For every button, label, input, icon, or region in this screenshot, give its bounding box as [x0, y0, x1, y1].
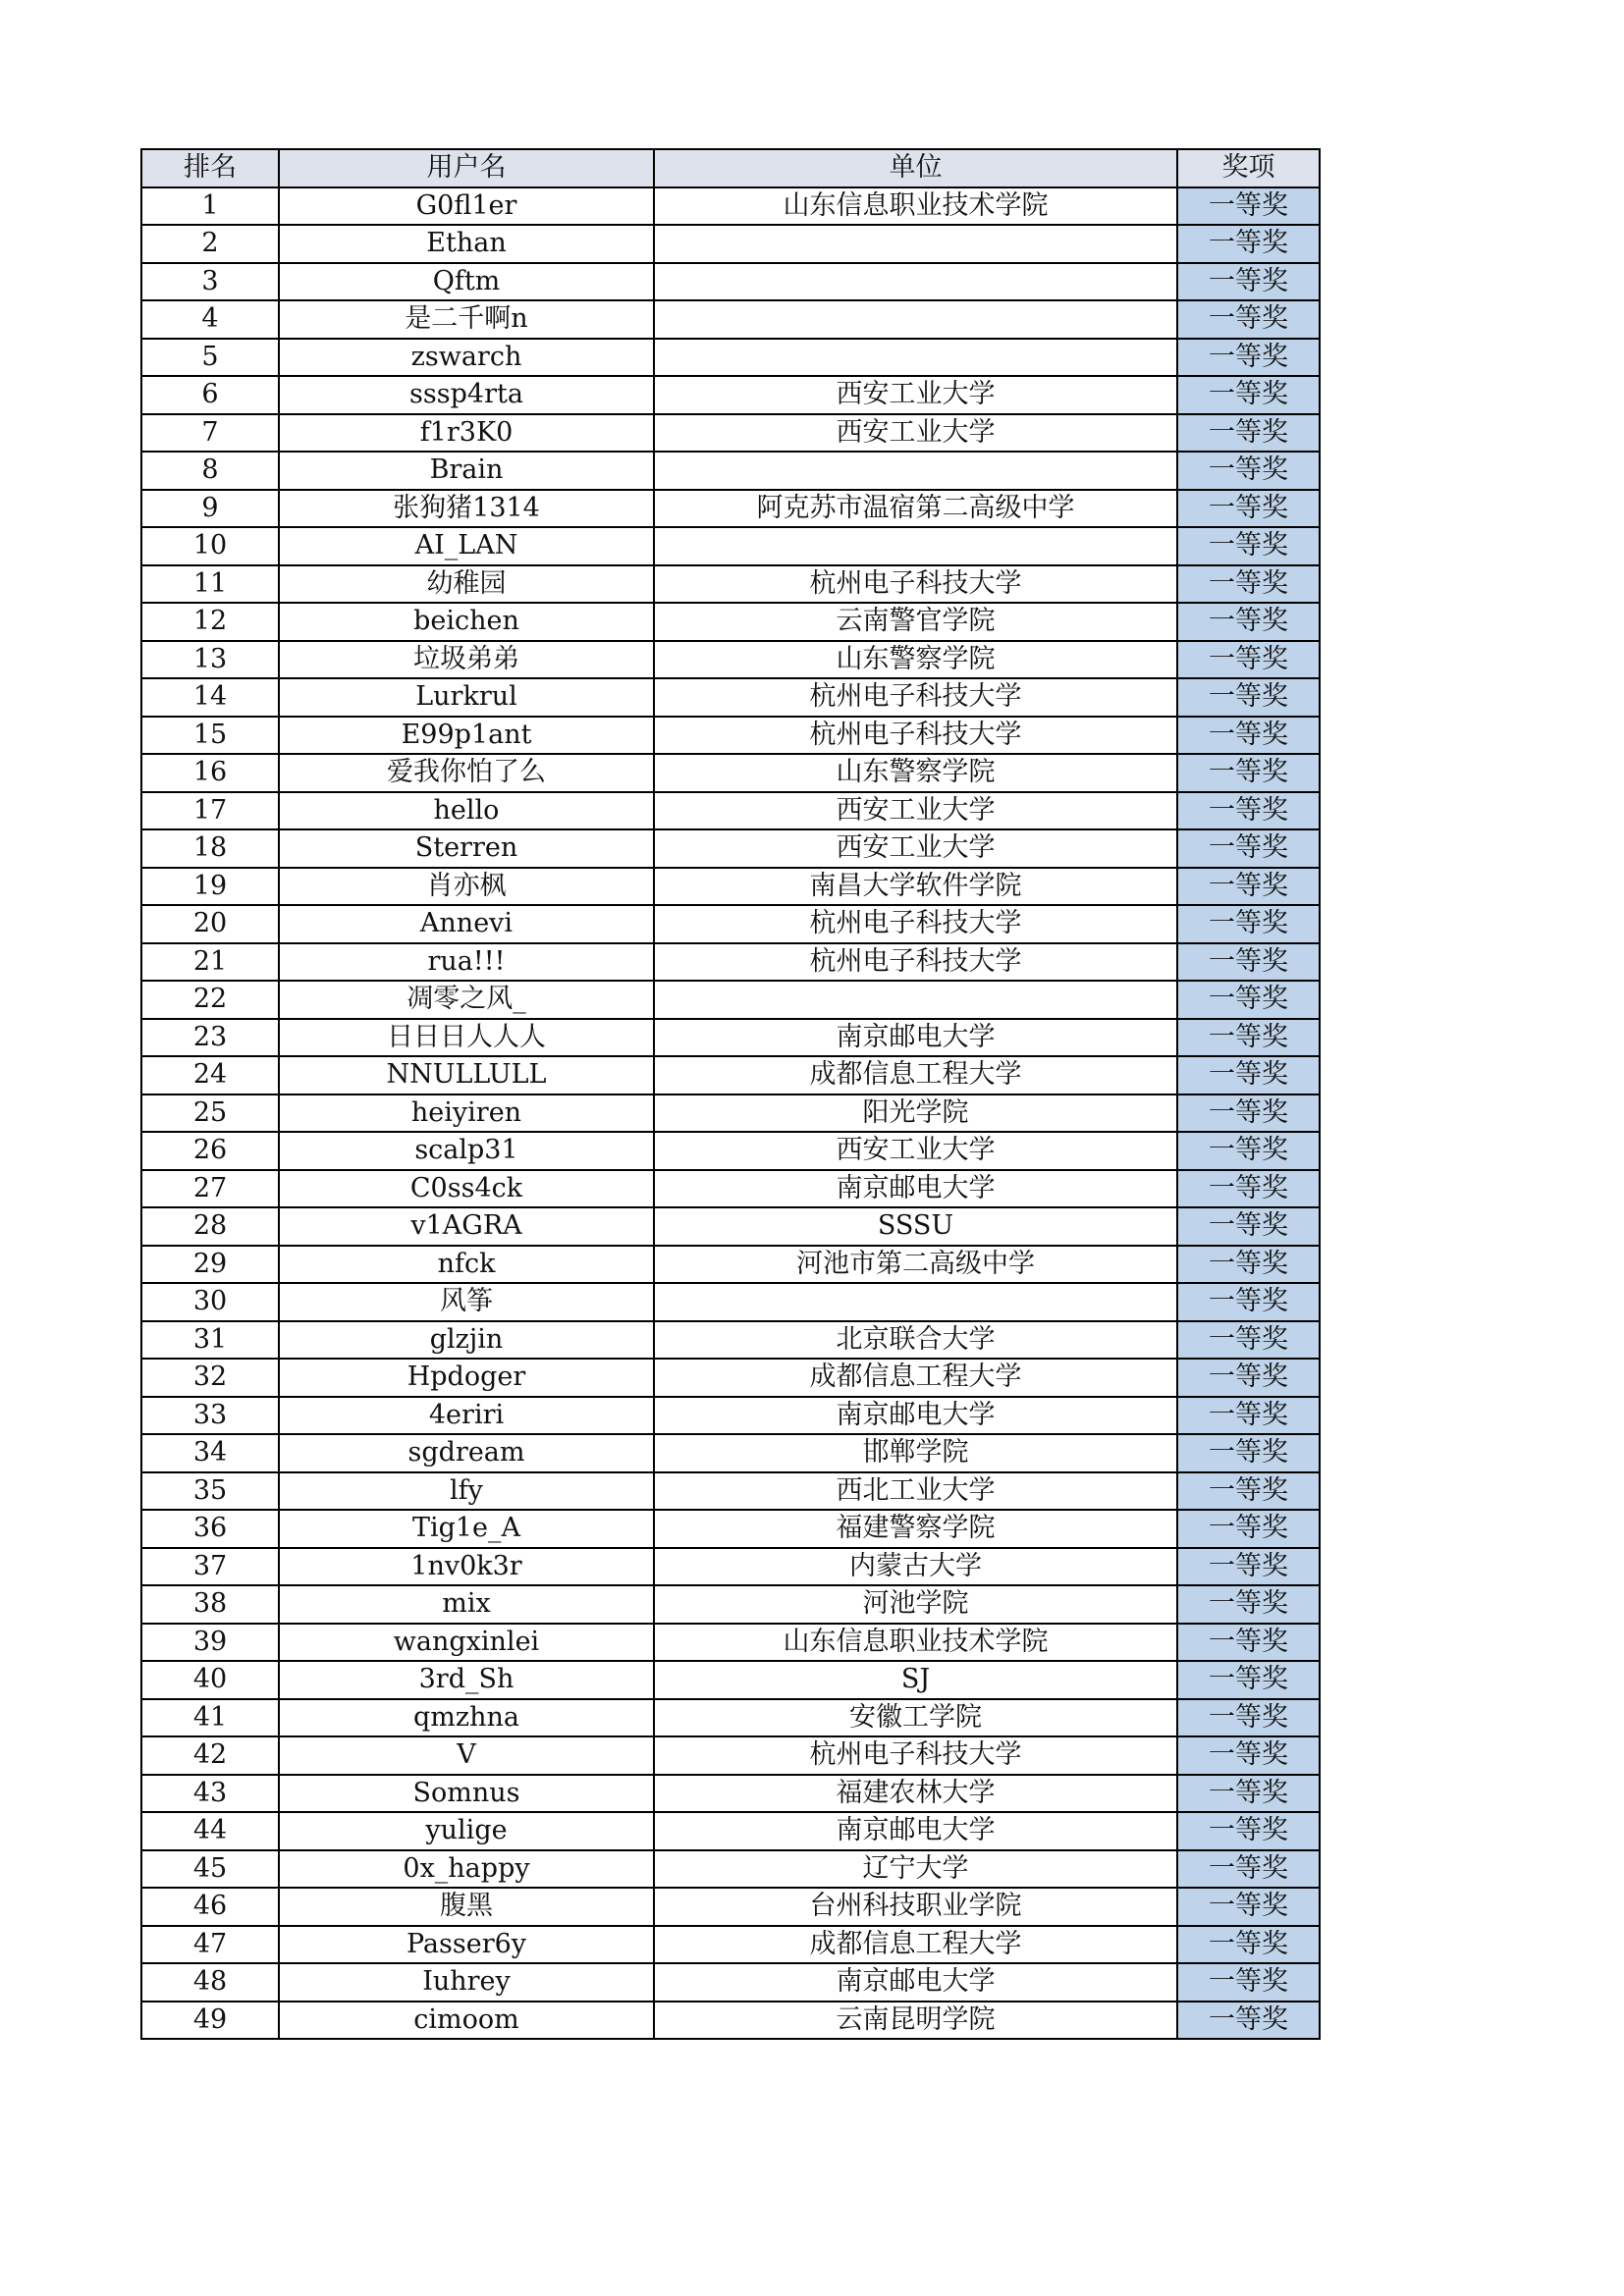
unit-cell: 西安工业大学: [654, 792, 1177, 830]
rank-cell: 47: [141, 1926, 279, 1964]
award-cell: 一等奖: [1177, 792, 1320, 830]
award-cell: 一等奖: [1177, 829, 1320, 868]
award-cell: 一等奖: [1177, 1472, 1320, 1511]
award-cell: 一等奖: [1177, 1510, 1320, 1548]
table-row: [141, 263, 1320, 301]
rank-cell: 25: [141, 1095, 279, 1133]
rank-cell: 9: [141, 490, 279, 528]
username-cell: qmzhna: [279, 1699, 654, 1737]
unit-cell: 杭州电子科技大学: [654, 717, 1177, 755]
award-cell: 一等奖: [1177, 414, 1320, 453]
unit-cell: 河池市第二高级中学: [654, 1246, 1177, 1284]
table-row: [141, 1585, 1320, 1624]
unit-cell: [654, 981, 1177, 1019]
table-row: [141, 678, 1320, 717]
award-cell: 一等奖: [1177, 1888, 1320, 1926]
unit-cell: 南京邮电大学: [654, 1019, 1177, 1057]
rank-cell: 20: [141, 905, 279, 943]
table-row: [141, 1283, 1320, 1321]
rank-cell: 43: [141, 1775, 279, 1813]
award-cell: 一等奖: [1177, 1321, 1320, 1360]
award-cell: 一等奖: [1177, 490, 1320, 528]
rank-cell: 32: [141, 1359, 279, 1397]
unit-cell: [654, 1283, 1177, 1321]
rank-cell: 35: [141, 1472, 279, 1511]
table-row: [141, 829, 1320, 868]
rank-cell: 28: [141, 1207, 279, 1246]
username-cell: wangxinlei: [279, 1624, 654, 1662]
username-cell: zswarch: [279, 339, 654, 377]
award-cell: 一等奖: [1177, 1397, 1320, 1435]
username-cell: 1nv0k3r: [279, 1548, 654, 1586]
table-row: [141, 1548, 1320, 1586]
awards-sheet: [140, 148, 1319, 2040]
unit-cell: 云南警官学院: [654, 603, 1177, 641]
unit-cell: 南昌大学软件学院: [654, 868, 1177, 906]
rank-cell: 18: [141, 829, 279, 868]
table-row: [141, 1699, 1320, 1737]
table-row: [141, 1397, 1320, 1435]
rank-cell: 26: [141, 1132, 279, 1170]
username-cell: 凋零之风_: [279, 981, 654, 1019]
unit-cell: [654, 225, 1177, 263]
username-cell: lfy: [279, 1472, 654, 1511]
rank-cell: 41: [141, 1699, 279, 1737]
username-cell: 腹黑: [279, 1888, 654, 1926]
table-row: [141, 339, 1320, 377]
award-cell: 一等奖: [1177, 981, 1320, 1019]
unit-cell: 杭州电子科技大学: [654, 1736, 1177, 1775]
unit-cell: [654, 452, 1177, 490]
award-cell: 一等奖: [1177, 1207, 1320, 1246]
username-cell: V: [279, 1736, 654, 1775]
rank-cell: 16: [141, 754, 279, 792]
username-cell: Hpdoger: [279, 1359, 654, 1397]
award-cell: 一等奖: [1177, 1926, 1320, 1964]
rank-cell: 31: [141, 1321, 279, 1360]
table-row: [141, 1624, 1320, 1662]
award-cell: 一等奖: [1177, 1095, 1320, 1133]
username-cell: nfck: [279, 1246, 654, 1284]
unit-cell: 云南昆明学院: [654, 2002, 1177, 2040]
username-cell: Tig1e_A: [279, 1510, 654, 1548]
award-cell: 一等奖: [1177, 527, 1320, 565]
table-row: [141, 1661, 1320, 1699]
table-row: [141, 1056, 1320, 1095]
rank-cell: 12: [141, 603, 279, 641]
username-cell: v1AGRA: [279, 1207, 654, 1246]
award-cell: 一等奖: [1177, 300, 1320, 339]
award-cell: 一等奖: [1177, 263, 1320, 301]
rank-cell: 44: [141, 1812, 279, 1850]
username-cell: glzjin: [279, 1321, 654, 1360]
username-cell: Passer6y: [279, 1926, 654, 1964]
rank-cell: 13: [141, 641, 279, 679]
header-rank: 排名: [141, 149, 279, 187]
rank-cell: 42: [141, 1736, 279, 1775]
rank-cell: 3: [141, 263, 279, 301]
award-cell: 一等奖: [1177, 452, 1320, 490]
unit-cell: 杭州电子科技大学: [654, 678, 1177, 717]
username-cell: C0ss4ck: [279, 1170, 654, 1208]
table-row: [141, 981, 1320, 1019]
table-row: [141, 717, 1320, 755]
username-cell: cimoom: [279, 2002, 654, 2040]
unit-cell: SJ: [654, 1661, 1177, 1699]
table-row: [141, 414, 1320, 453]
awards-table: [140, 148, 1321, 2040]
table-row: [141, 1812, 1320, 1850]
award-cell: 一等奖: [1177, 905, 1320, 943]
username-cell: Qftm: [279, 263, 654, 301]
unit-cell: 杭州电子科技大学: [654, 565, 1177, 604]
award-cell: 一等奖: [1177, 339, 1320, 377]
unit-cell: 西安工业大学: [654, 376, 1177, 414]
username-cell: NNULLULL: [279, 1056, 654, 1095]
username-cell: yulige: [279, 1812, 654, 1850]
username-cell: 4eriri: [279, 1397, 654, 1435]
username-cell: G0fl1er: [279, 187, 654, 226]
username-cell: 是二千啊n: [279, 300, 654, 339]
username-cell: scalp31: [279, 1132, 654, 1170]
unit-cell: 山东信息职业技术学院: [654, 187, 1177, 226]
table-row: [141, 1170, 1320, 1208]
unit-cell: 福建警察学院: [654, 1510, 1177, 1548]
unit-cell: 西安工业大学: [654, 414, 1177, 453]
username-cell: Annevi: [279, 905, 654, 943]
rank-cell: 49: [141, 2002, 279, 2040]
table-row: [141, 603, 1320, 641]
table-row: [141, 300, 1320, 339]
rank-cell: 27: [141, 1170, 279, 1208]
unit-cell: 邯郸学院: [654, 1434, 1177, 1472]
table-row: [141, 1963, 1320, 2002]
award-cell: 一等奖: [1177, 225, 1320, 263]
unit-cell: 成都信息工程大学: [654, 1926, 1177, 1964]
unit-cell: 安徽工学院: [654, 1699, 1177, 1737]
unit-cell: 成都信息工程大学: [654, 1359, 1177, 1397]
award-cell: 一等奖: [1177, 717, 1320, 755]
rank-cell: 36: [141, 1510, 279, 1548]
username-cell: Somnus: [279, 1775, 654, 1813]
award-cell: 一等奖: [1177, 1246, 1320, 1284]
header-unit: 单位: [654, 149, 1177, 187]
username-cell: mix: [279, 1585, 654, 1624]
award-cell: 一等奖: [1177, 376, 1320, 414]
table-row: [141, 376, 1320, 414]
table-row: [141, 1246, 1320, 1284]
username-cell: sssp4rta: [279, 376, 654, 414]
table-row: [141, 1888, 1320, 1926]
username-cell: 垃圾弟弟: [279, 641, 654, 679]
award-cell: 一等奖: [1177, 678, 1320, 717]
username-cell: 肖亦枫: [279, 868, 654, 906]
award-cell: 一等奖: [1177, 1661, 1320, 1699]
rank-cell: 40: [141, 1661, 279, 1699]
username-cell: 爱我你怕了么: [279, 754, 654, 792]
table-row: [141, 1321, 1320, 1360]
table-row: [141, 225, 1320, 263]
username-cell: AI_LAN: [279, 527, 654, 565]
unit-cell: 南京邮电大学: [654, 1812, 1177, 1850]
unit-cell: SSSU: [654, 1207, 1177, 1246]
award-cell: 一等奖: [1177, 868, 1320, 906]
unit-cell: 内蒙古大学: [654, 1548, 1177, 1586]
rank-cell: 10: [141, 527, 279, 565]
award-cell: 一等奖: [1177, 1775, 1320, 1813]
rank-cell: 6: [141, 376, 279, 414]
username-cell: 日日日人人人: [279, 1019, 654, 1057]
award-cell: 一等奖: [1177, 1132, 1320, 1170]
table-row: [141, 943, 1320, 982]
award-cell: 一等奖: [1177, 943, 1320, 982]
rank-cell: 37: [141, 1548, 279, 1586]
username-cell: 幼稚园: [279, 565, 654, 604]
table-row: [141, 527, 1320, 565]
unit-cell: 杭州电子科技大学: [654, 905, 1177, 943]
award-cell: 一等奖: [1177, 1585, 1320, 1624]
rank-cell: 15: [141, 717, 279, 755]
table-row: [141, 2002, 1320, 2040]
header-row: [141, 149, 1320, 187]
table-row: [141, 754, 1320, 792]
unit-cell: 阳光学院: [654, 1095, 1177, 1133]
rank-cell: 17: [141, 792, 279, 830]
username-cell: hello: [279, 792, 654, 830]
unit-cell: [654, 300, 1177, 339]
username-cell: sgdream: [279, 1434, 654, 1472]
username-cell: f1r3K0: [279, 414, 654, 453]
table-row: [141, 1434, 1320, 1472]
unit-cell: 福建农林大学: [654, 1775, 1177, 1813]
table-row: [141, 187, 1320, 226]
rank-cell: 29: [141, 1246, 279, 1284]
award-cell: 一等奖: [1177, 1056, 1320, 1095]
table-row: [141, 1019, 1320, 1057]
rank-cell: 48: [141, 1963, 279, 2002]
rank-cell: 23: [141, 1019, 279, 1057]
award-cell: 一等奖: [1177, 1850, 1320, 1889]
unit-cell: 台州科技职业学院: [654, 1888, 1177, 1926]
award-cell: 一等奖: [1177, 1699, 1320, 1737]
unit-cell: 河池学院: [654, 1585, 1177, 1624]
award-cell: 一等奖: [1177, 1736, 1320, 1775]
award-cell: 一等奖: [1177, 187, 1320, 226]
table-row: [141, 868, 1320, 906]
award-cell: 一等奖: [1177, 1170, 1320, 1208]
unit-cell: 山东信息职业技术学院: [654, 1624, 1177, 1662]
table-row: [141, 1359, 1320, 1397]
table-row: [141, 1926, 1320, 1964]
table-row: [141, 1775, 1320, 1813]
rank-cell: 30: [141, 1283, 279, 1321]
header-username: 用户名: [279, 149, 654, 187]
header-award: 奖项: [1177, 149, 1320, 187]
unit-cell: 辽宁大学: [654, 1850, 1177, 1889]
award-cell: 一等奖: [1177, 1359, 1320, 1397]
rank-cell: 34: [141, 1434, 279, 1472]
username-cell: Iuhrey: [279, 1963, 654, 2002]
username-cell: beichen: [279, 603, 654, 641]
table-row: [141, 905, 1320, 943]
award-cell: 一等奖: [1177, 565, 1320, 604]
table-row: [141, 490, 1320, 528]
table-body: [141, 187, 1320, 2040]
rank-cell: 1: [141, 187, 279, 226]
unit-cell: 西安工业大学: [654, 829, 1177, 868]
table-row: [141, 452, 1320, 490]
rank-cell: 4: [141, 300, 279, 339]
rank-cell: 21: [141, 943, 279, 982]
rank-cell: 8: [141, 452, 279, 490]
award-cell: 一等奖: [1177, 1434, 1320, 1472]
unit-cell: 山东警察学院: [654, 641, 1177, 679]
table-row: [141, 1472, 1320, 1511]
unit-cell: [654, 527, 1177, 565]
username-cell: E99p1ant: [279, 717, 654, 755]
unit-cell: 山东警察学院: [654, 754, 1177, 792]
rank-cell: 24: [141, 1056, 279, 1095]
username-cell: Lurkrul: [279, 678, 654, 717]
award-cell: 一等奖: [1177, 603, 1320, 641]
rank-cell: 7: [141, 414, 279, 453]
rank-cell: 11: [141, 565, 279, 604]
unit-cell: 南京邮电大学: [654, 1170, 1177, 1208]
username-cell: heiyiren: [279, 1095, 654, 1133]
unit-cell: 南京邮电大学: [654, 1397, 1177, 1435]
unit-cell: [654, 263, 1177, 301]
rank-cell: 38: [141, 1585, 279, 1624]
rank-cell: 19: [141, 868, 279, 906]
rank-cell: 39: [141, 1624, 279, 1662]
username-cell: Ethan: [279, 225, 654, 263]
unit-cell: 南京邮电大学: [654, 1963, 1177, 2002]
unit-cell: 成都信息工程大学: [654, 1056, 1177, 1095]
table-row: [141, 1510, 1320, 1548]
rank-cell: 46: [141, 1888, 279, 1926]
award-cell: 一等奖: [1177, 1283, 1320, 1321]
username-cell: 0x_happy: [279, 1850, 654, 1889]
table-row: [141, 1850, 1320, 1889]
table-row: [141, 1095, 1320, 1133]
table-row: [141, 792, 1320, 830]
rank-cell: 2: [141, 225, 279, 263]
username-cell: Sterren: [279, 829, 654, 868]
award-cell: 一等奖: [1177, 641, 1320, 679]
rank-cell: 5: [141, 339, 279, 377]
unit-cell: 西北工业大学: [654, 1472, 1177, 1511]
award-cell: 一等奖: [1177, 1548, 1320, 1586]
table-row: [141, 565, 1320, 604]
username-cell: Brain: [279, 452, 654, 490]
rank-cell: 14: [141, 678, 279, 717]
username-cell: rua!!!: [279, 943, 654, 982]
award-cell: 一等奖: [1177, 2002, 1320, 2040]
unit-cell: [654, 339, 1177, 377]
table-row: [141, 1736, 1320, 1775]
rank-cell: 33: [141, 1397, 279, 1435]
award-cell: 一等奖: [1177, 1624, 1320, 1662]
unit-cell: 阿克苏市温宿第二高级中学: [654, 490, 1177, 528]
award-cell: 一等奖: [1177, 1963, 1320, 2002]
table-row: [141, 641, 1320, 679]
unit-cell: 北京联合大学: [654, 1321, 1177, 1360]
unit-cell: 西安工业大学: [654, 1132, 1177, 1170]
username-cell: 3rd_Sh: [279, 1661, 654, 1699]
award-cell: 一等奖: [1177, 1812, 1320, 1850]
table-row: [141, 1132, 1320, 1170]
unit-cell: 杭州电子科技大学: [654, 943, 1177, 982]
table-row: [141, 1207, 1320, 1246]
username-cell: 张狗猪1314: [279, 490, 654, 528]
username-cell: 风筝: [279, 1283, 654, 1321]
award-cell: 一等奖: [1177, 754, 1320, 792]
rank-cell: 45: [141, 1850, 279, 1889]
award-cell: 一等奖: [1177, 1019, 1320, 1057]
rank-cell: 22: [141, 981, 279, 1019]
